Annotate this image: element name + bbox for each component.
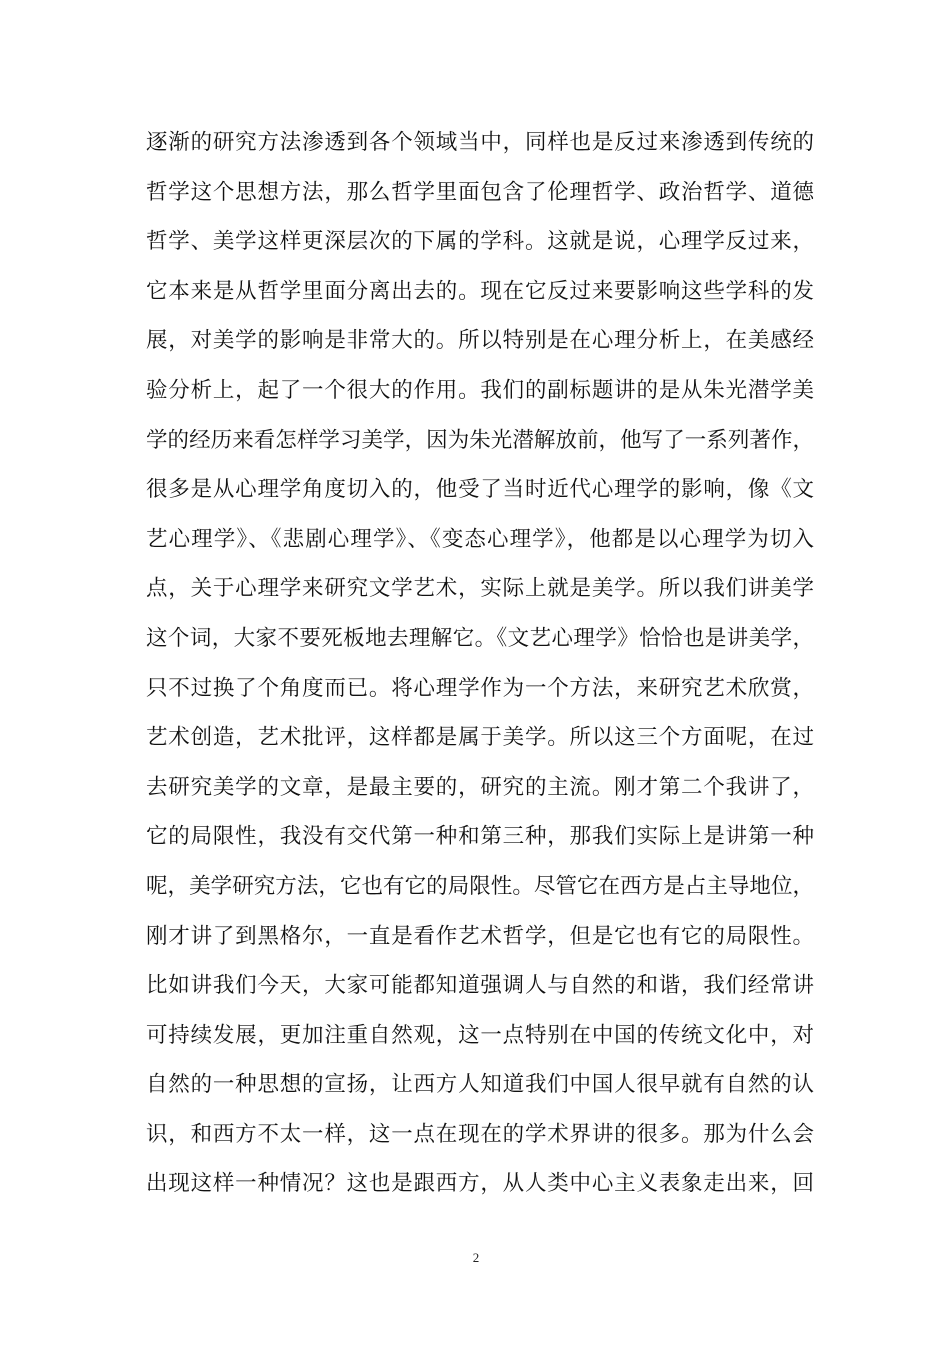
text-line: 呢，美学研究方法，它也有它的局限性。尽管它在西方是占主导地位， xyxy=(146,873,814,899)
text-line: 它的局限性，我没有交代第一种和第三种，那我们实际上是讲第一种 xyxy=(146,824,814,850)
text-line: 很多是从心理学角度切入的，他受了当时近代心理学的影响，像《文 xyxy=(146,477,814,503)
text-line: 验分析上，起了一个很大的作用。我们的副标题讲的是从朱光潜学美 xyxy=(146,377,814,403)
page-number: 2 xyxy=(472,1250,480,1265)
text-line: 自然的一种思想的宣扬，让西方人知道我们中国人很早就有自然的认 xyxy=(146,1072,814,1098)
text-line: 只不过换了个角度而已。将心理学作为一个方法，来研究艺术欣赏， xyxy=(146,675,814,701)
text-line: 去研究美学的文章，是最主要的，研究的主流。刚才第二个我讲了， xyxy=(146,774,814,800)
text-line: 艺术创造，艺术批评，这样都是属于美学。所以这三个方面呢，在过 xyxy=(146,725,814,751)
text-line: 哲学、美学这样更深层次的下属的学科。这就是说，心理学反过来， xyxy=(146,229,814,255)
text-line: 哲学这个思想方法，那么哲学里面包含了伦理哲学、政治哲学、道德 xyxy=(146,179,814,205)
body-text xyxy=(146,118,814,1209)
text-line: 识，和西方不太一样，这一点在现在的学术界讲的很多。那为什么会 xyxy=(146,1121,814,1147)
text-line: 学的经历来看怎样学习美学，因为朱光潜解放前，他写了一系列著作， xyxy=(146,427,814,453)
text-line: 出现这样一种情况？这也是跟西方，从人类中心主义表象走出来，回 xyxy=(146,1171,814,1197)
text-line: 它本来是从哲学里面分离出去的。现在它反过来要影响这些学科的发 xyxy=(146,278,814,304)
text-line: 逐渐的研究方法渗透到各个领域当中，同样也是反过来渗透到传统的 xyxy=(146,130,814,155)
text-line: 展，对美学的影响是非常大的。所以特别是在心理分析上，在美感经 xyxy=(146,328,814,354)
text-line: 这个词，大家不要死板地去理解它。《文艺心理学》恰恰也是讲美学， xyxy=(146,625,814,651)
text-line: 可持续发展，更加注重自然观，这一点特别在中国的传统文化中，对 xyxy=(146,1022,814,1048)
text-line: 比如讲我们今天，大家可能都知道强调人与自然的和谐，我们经常讲 xyxy=(146,973,814,999)
text-line: 艺心理学》、《悲剧心理学》、《变态心理学》，他都是以心理学为切入 xyxy=(146,526,814,552)
text-line: 刚才讲了到黑格尔，一直是看作艺术哲学，但是它也有它的局限性。 xyxy=(146,923,814,949)
text-line: 点，关于心理学来研究文学艺术，实际上就是美学。所以我们讲美学 xyxy=(146,576,814,602)
